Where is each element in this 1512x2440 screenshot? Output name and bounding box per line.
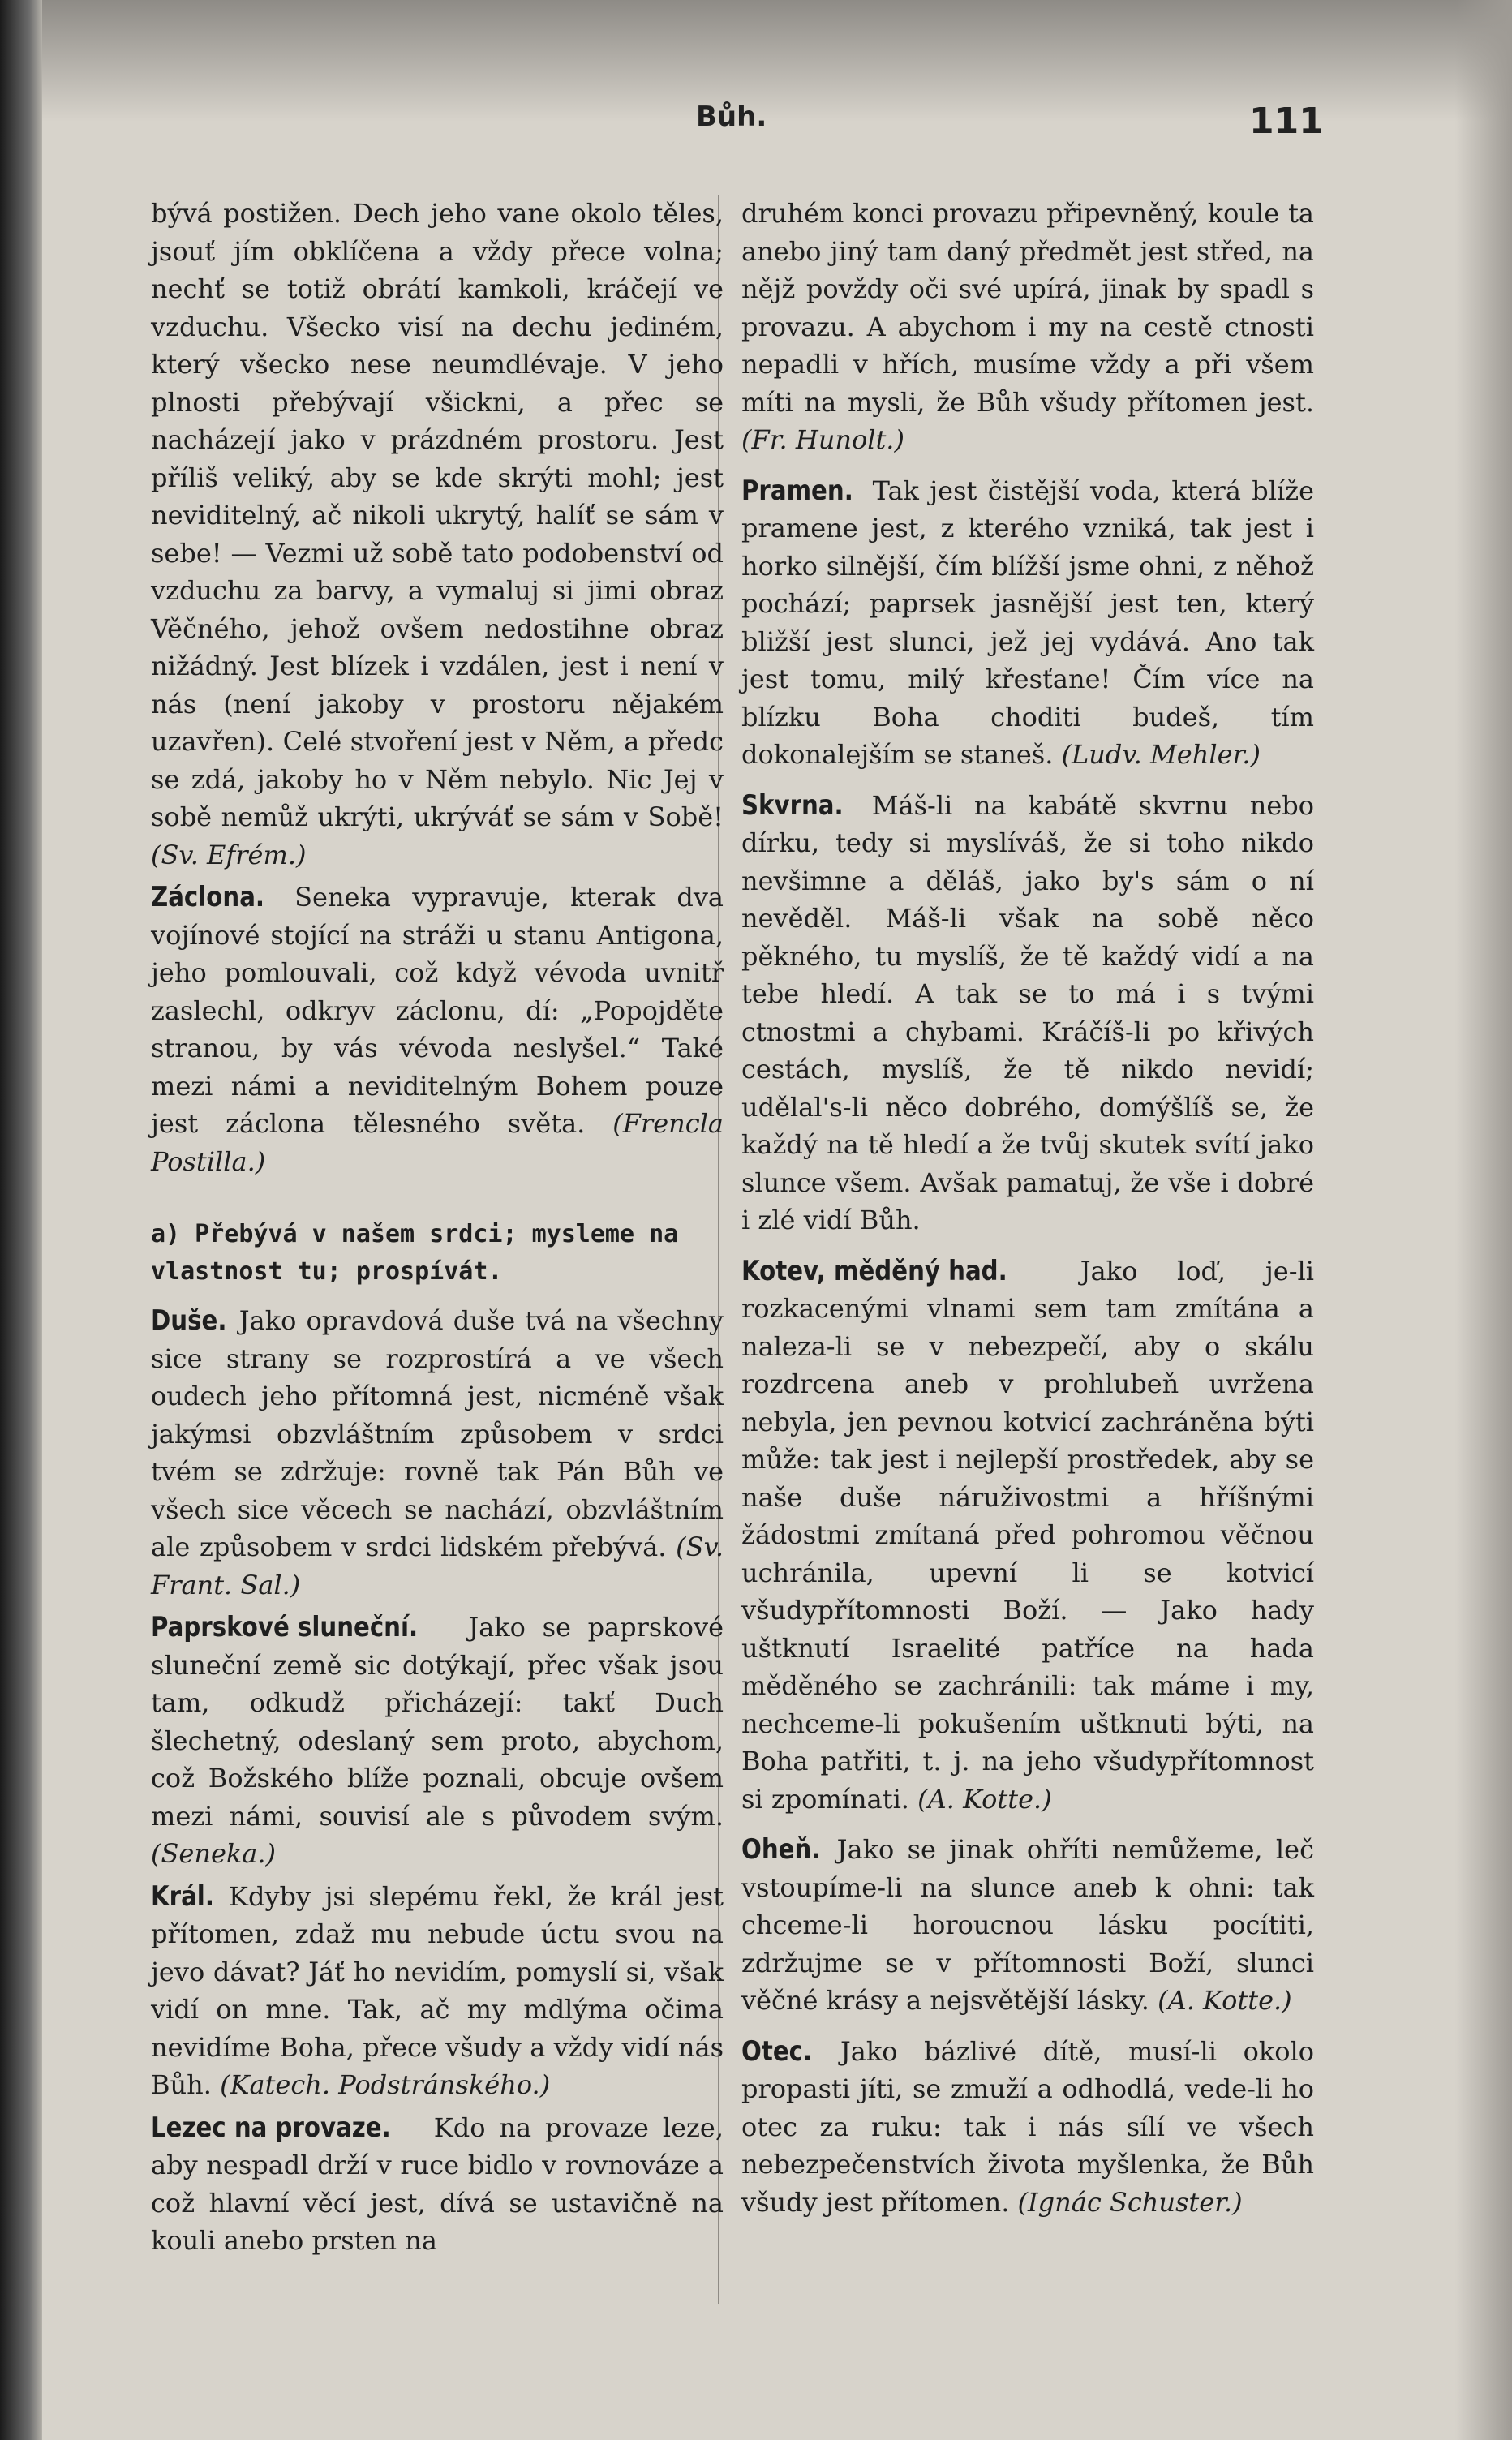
entry-keyword: Paprskové sluneční. (151, 1611, 419, 1643)
right-column (741, 195, 1314, 2221)
entry-text: Tak jest čistější voda, která blíže pramene jest, z kterého vzniká, tak jest i horko silnější, čím blížší jsme ohni, z něhož pochází; paprsek jasnější jest ten, který bližší jest slunci, jež jej vydává. Ano tak jest tomu, milý křesťane! Čím více na blízku Boha choditi budeš, tím dokonalejším se staneš. (741, 475, 1315, 770)
source-citation: (Katech. Podstránského.) (220, 2069, 551, 2100)
page-right-shadow (1455, 0, 1512, 2440)
left-column (151, 195, 724, 2260)
entry-keyword: Skvrna. (741, 788, 844, 822)
entry-text: Seneka vypravuje, kterak dva vojínové stojící na stráži u stanu Antigona, jeho pomlouvali, což když vévoda uvnitř zaslechl, odkryv záclonu, dí: „Popojděte stranou, by vás vévoda neslyšel.“ Také mezi námi a neviditelným Bohem pouze jest záclona tělesného světa. (151, 882, 724, 1139)
entry-text: Kdo na provaze leze, aby nespadl drží v ruce bidlo v rovnováze a což hlavní věcí jest, dívá se ustavičně na kouli anebo prsten na (151, 2111, 724, 2256)
source-citation: (Ludv. Mehler.) (1061, 739, 1261, 770)
entry-keyword: Pramen. (741, 474, 853, 507)
entry-keyword: Lezec na provaze. (151, 2111, 391, 2144)
entry-kotev (741, 1252, 1314, 1819)
book-binding-edge (0, 0, 42, 2440)
entry-keyword: Otec. (741, 2034, 813, 2068)
entry-kral (151, 1878, 724, 2104)
source-citation: (Fr. Hunolt.) (741, 424, 904, 455)
entry-text: Jako se jinak ohříti nemůžeme, leč vstoupíme-li na slunce aneb k ohni: tak chceme-li horoucnou lásku pocítiti, zdržujme se v přítomnosti Boží, slunci věčné krásy a nejsvětější lásky. (741, 1834, 1315, 2016)
source-citation: (A. Kotte.) (1158, 1985, 1292, 2016)
entry-keyword: Kotev, měděný had. (741, 1254, 1007, 1287)
page-number: 111 (1249, 101, 1324, 142)
entry-paprskove (151, 1609, 724, 1873)
source-citation: (Frencla Postilla.) (151, 1108, 724, 1177)
source-citation: (Seneka.) (151, 1838, 277, 1869)
entry-keyword: Duše. (151, 1304, 227, 1337)
entry-lezec (151, 2109, 724, 2260)
entry-text: druhém konci provazu připevněný, koule ta anebo jiný tam daný předmět jest střed, na nějž povždy oči své upírá, jinak by spadl s provazu. A abychom i my na cestě ctnosti nepadli v hřích, musíme vždy a při všem míti na mysli, že Bůh všudy přítomen jest. (741, 198, 1314, 418)
entry-text: Jako bázlivé dítě, musí-li okolo propasti jíti, se zmuží a odhodlá, vede-li ho otec za ruku: tak i nás sílí ve všech nebezpečenstvích života myšlenka, že Bůh všudy jest přítomen. (741, 2035, 1315, 2218)
entry-skvrna (741, 787, 1314, 1239)
entry-text: Jako opravdová duše tvá na všechny sice strany se rozprostírá a ve všech oudech jeho přítomná jest, nicméně však jakýmsi obzvláštním způsobem v srdci tvém se zdržuje: rovně tak Pán Bůh ve všech sice věcech se nachází, obzvláštním ale způsobem v srdci lidském přebývá. (151, 1305, 724, 1562)
entry-ohen (741, 1831, 1314, 2020)
source-citation: (A. Kotte.) (917, 1783, 1052, 1815)
entry-pramen (741, 472, 1314, 774)
source-citation: (Ignác Schuster.) (1017, 2186, 1243, 2218)
source-citation: (Sv. Efrém.) (151, 839, 307, 870)
entry-keyword: Oheň. (741, 1833, 821, 1866)
paragraph-continuation (151, 195, 724, 874)
entry-text: Jako loď, je-li rozkacenými vlnami sem tam zmítána a naleza-li se v nebezpečí, aby o skálu rozdrcena aneb v prohlubeň uvržena nebyla, jen pevnou kotvicí zachráněna býti může: tak jest i nejlepší prostředek, aby se naše duše náruživostmi a hříšnými žádostmi zmítaná před pohromou věčnou uchránila, upevní li se kotvicí všudypřítomnosti Boží. — Jako hady uštknutí Israelité patříce na hada měděného se zachránili: tak máme i my, nechceme-li pokušením uštknuti býti, na Boha patřiti, t. j. na jeho všudypřítomnost si zpomínati. (741, 1255, 1315, 1815)
entry-keyword: Král. (151, 1879, 214, 1913)
entry-keyword: Záclona. (151, 881, 265, 913)
entry-otec (741, 2033, 1314, 2222)
entry-lezec-continued (741, 195, 1314, 459)
section-subheading: a) Přebývá v našem srdci; mysleme na vlastnost tu; prospívát. (151, 1220, 679, 1286)
entry-duse (151, 1302, 724, 1604)
entry-text: Jako se paprskové sluneční země sic dotýkají, přec však jsou tam, odkudž přicházejí: takť Duch šlechetný, odeslaný sem proto, abychom, což Božského blíže poznali, obcuje ovšem mezi námi, souvisí ale s původem svým. (151, 1612, 724, 1832)
entry-text: Máš-li na kabátě skvrnu nebo dírku, tedy si myslíváš, že si toho nikdo nevšimne a děláš, jako by's sám o ní nevěděl. Máš-li však na sobě něco pěkného, tu myslíš, že tě každý vidí a na tebe hledí. A tak se to má i s tvými ctnostmi a chybami. Kráčíš-li po křivých cestách, myslíš, že tě nikdo nevidí; udělal's-li něco dobrého, domýšlíš se, že každý na tě hledí a že tvůj skutek svítí jako slunce všem. Avšak pamatuj, že vše i dobré i zlé vidí Bůh. (741, 789, 1315, 1235)
paragraph-text: bývá postižen. Dech jeho vane okolo těles, jsouť jím obklíčena a vždy přece volna; nechť se totiž obrátí kamkoli, kráčejí ve vzduchu. Všecko visí na dechu jediném, který všecko nese neumdlévaje. V jeho plnosti přebývají všickni, a přec se nacházejí jako v prázdném prostoru. Jest příliš veliký, aby se kde skrýti mohl; jest neviditelný, ač nikoli ukrytý, halíť se sám v sebe! — Vezmi už sobě tato podobenství od vzduchu za barvy, a vymaluj si jimi obraz Věčného, jehož ovšem nedostihne obraz nižádný. Jest blízek i vzdálen, jest i není v nás (není jakoby v prostoru nějakém uzavřen). Celé stvoření jest v Něm, a předc se zdá, jakoby ho v Něm nebylo. Nic Jej v sobě nemůž ukrýti, ukrýváť se sám v Sobě! (151, 198, 724, 832)
running-head: Bůh. (696, 101, 767, 133)
entry-zaclona (151, 878, 724, 1180)
source-citation: (Sv. Frant. Sal.) (151, 1531, 724, 1600)
entry-text: Kdyby jsi slepému řekl, že král jest přítomen, zdaž mu nebude úctu svou na jevo dávat? Jáť ho nevidím, pomyslí si, však vidí on mne. Tak, ač my mdlýma očima nevidíme Boha, přece všudy a vždy vidí nás Bůh. (151, 1880, 724, 2100)
